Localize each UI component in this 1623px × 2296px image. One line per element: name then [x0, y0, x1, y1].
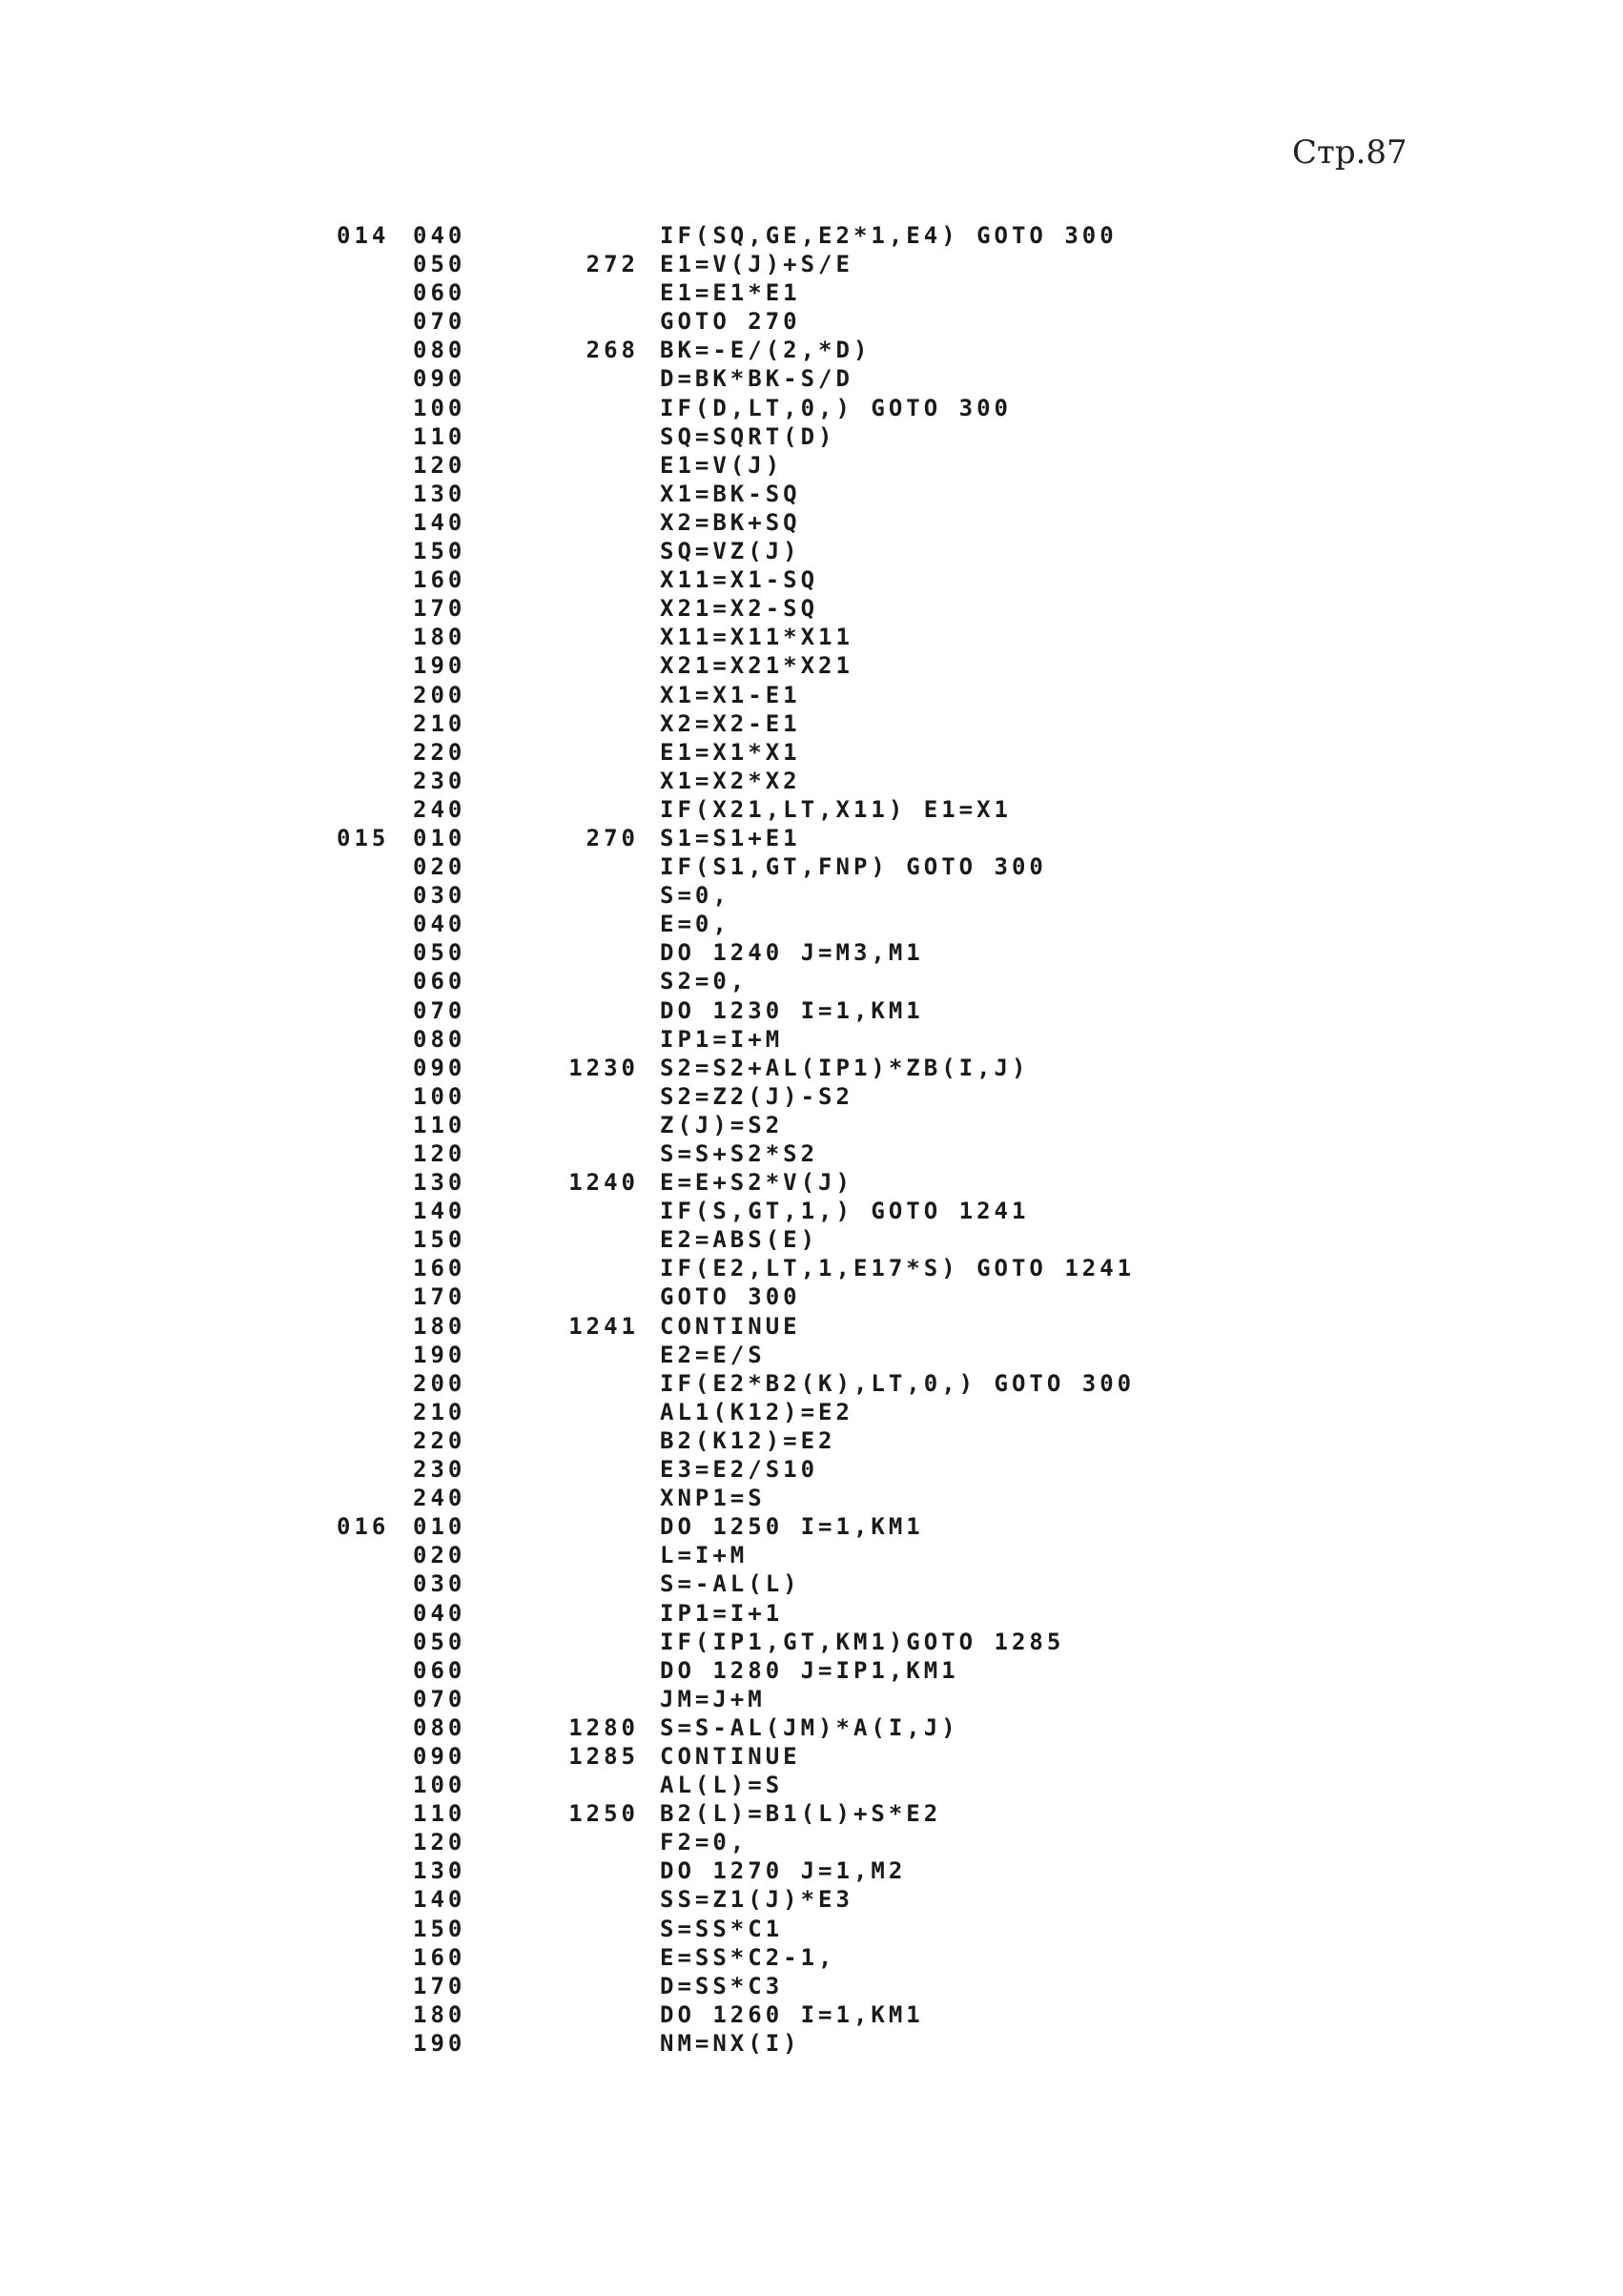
- code-line: [0, 1455, 1623, 1484]
- code-line: [0, 565, 1623, 594]
- statement-text: X1=BK-SQ: [660, 480, 801, 507]
- statement-text: S=S-AL(JM)*A(I,J): [660, 1713, 959, 1741]
- sequence-number: 110: [413, 422, 466, 450]
- statement-text: L=I+M: [660, 1542, 749, 1569]
- sequence-number: 170: [413, 1283, 466, 1311]
- statement-text: DO 1270 J=1,M2: [660, 1857, 907, 1885]
- code-line: [0, 1713, 1623, 1742]
- statement-text: S2=S2+AL(IP1)*ZB(I,J): [660, 1054, 1030, 1081]
- code-line: [0, 2000, 1623, 2029]
- statement-text: IF(SQ,GE,E2*1,E4) GOTO 300: [660, 222, 1118, 249]
- sequence-number: 200: [413, 1369, 466, 1397]
- statement-text: JM=J+M: [660, 1685, 766, 1712]
- code-line: [0, 795, 1623, 824]
- sequence-number: 090: [413, 365, 466, 393]
- code-line: [0, 1628, 1623, 1656]
- statement-text: IF(IP1,GT,KM1)GOTO 1285: [660, 1628, 1065, 1655]
- sequence-number: 010: [413, 824, 466, 851]
- sequence-number: 100: [413, 1772, 466, 1799]
- statement-label: 268: [586, 337, 639, 364]
- statement-text: E=SS*C2-1,: [660, 1943, 836, 1971]
- statement-text: BK=-E/(2,*D): [660, 337, 872, 364]
- sequence-number: 030: [413, 882, 466, 910]
- sequence-number: 060: [413, 279, 466, 307]
- code-line: [0, 364, 1623, 393]
- code-line: [0, 1341, 1623, 1369]
- sequence-number: 180: [413, 2000, 466, 2028]
- code-line: [0, 824, 1623, 852]
- sequence-number: 210: [413, 1398, 466, 1425]
- statement-text: X1=X2*X2: [660, 767, 801, 794]
- statement-text: SQ=SQRT(D): [660, 422, 836, 450]
- sequence-number: 220: [413, 738, 466, 766]
- code-line: [0, 623, 1623, 651]
- sequence-number: 150: [413, 1915, 466, 1942]
- statement-text: CONTINUE: [660, 1312, 801, 1340]
- statement-text: IP1=I+M: [660, 1025, 784, 1053]
- code-line: [0, 938, 1623, 967]
- sequence-number: 190: [413, 1341, 466, 1368]
- statement-text: SQ=VZ(J): [660, 538, 801, 565]
- sequence-number: 180: [413, 624, 466, 651]
- statement-label: 1241: [568, 1312, 639, 1340]
- code-line: [0, 1599, 1623, 1628]
- statement-text: E1=V(J): [660, 451, 784, 479]
- statement-text: S2=Z2(J)-S2: [660, 1082, 853, 1110]
- sequence-number: 100: [413, 1082, 466, 1110]
- sequence-number: 230: [413, 767, 466, 794]
- statement-text: E1=E1*E1: [660, 279, 801, 307]
- statement-text: GOTO 300: [660, 1283, 801, 1311]
- statement-text: X11=X11*X11: [660, 624, 853, 651]
- sequence-number: 160: [413, 1255, 466, 1282]
- block-number: 014: [337, 222, 390, 249]
- sequence-number: 140: [413, 508, 466, 536]
- sequence-number: 130: [413, 1169, 466, 1197]
- code-line: [0, 278, 1623, 307]
- code-line: [0, 307, 1623, 336]
- code-line: [0, 1054, 1623, 1082]
- code-line: [0, 508, 1623, 537]
- statement-text: GOTO 270: [660, 308, 801, 336]
- code-line: [0, 1972, 1623, 2000]
- statement-text: F2=0,: [660, 1829, 749, 1856]
- statement-text: DO 1260 I=1,KM1: [660, 2000, 924, 2028]
- sequence-number: 230: [413, 1456, 466, 1484]
- statement-label: 1285: [568, 1742, 639, 1770]
- page-number: Стр.87: [1292, 133, 1407, 172]
- sequence-number: 040: [413, 222, 466, 249]
- code-line: [0, 2029, 1623, 2058]
- code-line: [0, 1484, 1623, 1512]
- sequence-number: 120: [413, 1829, 466, 1856]
- statement-text: D=SS*C3: [660, 1972, 784, 1999]
- code-line: [0, 996, 1623, 1025]
- code-line: [0, 1369, 1623, 1398]
- statement-text: B2(K12)=E2: [660, 1426, 836, 1454]
- sequence-number: 210: [413, 709, 466, 737]
- statement-text: S=-AL(L): [660, 1570, 801, 1598]
- sequence-number: 040: [413, 911, 466, 938]
- statement-text: IF(S1,GT,FNP) GOTO 300: [660, 853, 1047, 881]
- sequence-number: 120: [413, 1140, 466, 1167]
- sequence-number: 200: [413, 681, 466, 708]
- statement-text: S2=0,: [660, 968, 749, 995]
- sequence-number: 090: [413, 1742, 466, 1770]
- statement-text: S=S+S2*S2: [660, 1140, 819, 1167]
- sequence-number: 050: [413, 1628, 466, 1655]
- code-line: [0, 1569, 1623, 1598]
- statement-text: DO 1280 J=IP1,KM1: [660, 1656, 959, 1684]
- statement-text: S=0,: [660, 882, 730, 910]
- code-line: [0, 1512, 1623, 1541]
- statement-text: AL1(K12)=E2: [660, 1398, 853, 1425]
- sequence-number: 150: [413, 1226, 466, 1254]
- statement-text: D=BK*BK-S/D: [660, 365, 853, 393]
- sequence-number: 140: [413, 1886, 466, 1914]
- code-line: [0, 681, 1623, 709]
- sequence-number: 090: [413, 1054, 466, 1081]
- statement-label: 272: [586, 251, 639, 278]
- code-line: [0, 967, 1623, 995]
- block-number: 016: [337, 1513, 390, 1541]
- code-line: [0, 738, 1623, 767]
- sequence-number: 080: [413, 337, 466, 364]
- sequence-number: 080: [413, 1025, 466, 1053]
- code-line: [0, 1885, 1623, 1914]
- sequence-number: 080: [413, 1713, 466, 1741]
- code-line: [0, 1082, 1623, 1111]
- sequence-number: 240: [413, 1485, 466, 1512]
- statement-text: E3=E2/S10: [660, 1456, 819, 1484]
- sequence-number: 040: [413, 1599, 466, 1627]
- sequence-number: 140: [413, 1198, 466, 1225]
- sequence-number: 020: [413, 853, 466, 881]
- sequence-number: 130: [413, 1857, 466, 1885]
- code-line: [0, 767, 1623, 795]
- code-line: [0, 394, 1623, 422]
- code-line: [0, 537, 1623, 565]
- sequence-number: 150: [413, 538, 466, 565]
- code-line: [0, 594, 1623, 623]
- code-line: [0, 1197, 1623, 1225]
- statement-text: CONTINUE: [660, 1742, 801, 1770]
- sequence-number: 020: [413, 1542, 466, 1569]
- statement-text: DO 1230 I=1,KM1: [660, 996, 924, 1024]
- statement-text: E=E+S2*V(J): [660, 1169, 853, 1197]
- statement-text: E1=X1*X1: [660, 738, 801, 766]
- sequence-number: 060: [413, 968, 466, 995]
- statement-text: IF(E2*B2(K),LT,0,) GOTO 300: [660, 1369, 1136, 1397]
- code-line: [0, 1828, 1623, 1856]
- sequence-number: 060: [413, 1656, 466, 1684]
- sequence-number: 050: [413, 939, 466, 967]
- statement-label: 1240: [568, 1169, 639, 1197]
- sequence-number: 110: [413, 1111, 466, 1138]
- sequence-number: 180: [413, 1312, 466, 1340]
- code-line: [0, 480, 1623, 508]
- statement-text: E=0,: [660, 911, 730, 938]
- statement-text: X21=X21*X21: [660, 652, 853, 680]
- statement-text: DO 1250 I=1,KM1: [660, 1513, 924, 1541]
- sequence-number: 070: [413, 996, 466, 1024]
- code-line: [0, 336, 1623, 364]
- statement-text: X2=X2-E1: [660, 709, 801, 737]
- code-line: [0, 1799, 1623, 1828]
- sequence-number: 190: [413, 652, 466, 680]
- code-line: [0, 1168, 1623, 1197]
- code-line: [0, 250, 1623, 278]
- statement-text: AL(L)=S: [660, 1772, 784, 1799]
- statement-text: IF(X21,LT,X11) E1=X1: [660, 795, 1012, 823]
- block-number: 015: [337, 824, 390, 851]
- code-line: [0, 1541, 1623, 1569]
- statement-text: S1=S1+E1: [660, 824, 801, 851]
- code-line: [0, 709, 1623, 738]
- sequence-number: 010: [413, 1513, 466, 1541]
- statement-text: NM=NX(I): [660, 2029, 801, 2057]
- statement-text: IF(D,LT,0,) GOTO 300: [660, 394, 1012, 421]
- code-line: [0, 1225, 1623, 1254]
- sequence-number: 190: [413, 2029, 466, 2057]
- statement-label: 1250: [568, 1800, 639, 1828]
- statement-text: E2=E/S: [660, 1341, 766, 1368]
- code-line: [0, 422, 1623, 451]
- code-line: [0, 1915, 1623, 1943]
- code-line: [0, 1139, 1623, 1168]
- code-line: [0, 910, 1623, 938]
- sequence-number: 160: [413, 566, 466, 594]
- code-line: [0, 1856, 1623, 1885]
- code-line: [0, 1685, 1623, 1713]
- statement-label: 270: [586, 824, 639, 851]
- sequence-number: 240: [413, 795, 466, 823]
- statement-text: DO 1240 J=M3,M1: [660, 939, 924, 967]
- statement-text: IF(E2,LT,1,E17*S) GOTO 1241: [660, 1255, 1136, 1282]
- code-line: [0, 651, 1623, 680]
- code-line: [0, 852, 1623, 881]
- code-line: [0, 1312, 1623, 1341]
- code-line: [0, 1426, 1623, 1455]
- statement-text: S=SS*C1: [660, 1915, 784, 1942]
- statement-text: X11=X1-SQ: [660, 566, 819, 594]
- code-line: [0, 221, 1623, 250]
- code-line: [0, 1943, 1623, 1972]
- code-line: [0, 1282, 1623, 1311]
- code-line: [0, 1111, 1623, 1139]
- code-listing: [0, 221, 1623, 2058]
- sequence-number: 030: [413, 1570, 466, 1598]
- code-line: [0, 451, 1623, 480]
- code-line: [0, 881, 1623, 910]
- code-line: [0, 1254, 1623, 1282]
- statement-text: Z(J)=S2: [660, 1111, 784, 1138]
- statement-text: X21=X2-SQ: [660, 595, 819, 623]
- code-line: [0, 1025, 1623, 1054]
- sequence-number: 070: [413, 308, 466, 336]
- statement-text: X1=X1-E1: [660, 681, 801, 708]
- sequence-number: 220: [413, 1426, 466, 1454]
- statement-label: 1230: [568, 1054, 639, 1081]
- statement-text: E1=V(J)+S/E: [660, 251, 853, 278]
- statement-text: IF(S,GT,1,) GOTO 1241: [660, 1198, 1030, 1225]
- sequence-number: 170: [413, 595, 466, 623]
- sequence-number: 110: [413, 1800, 466, 1828]
- sequence-number: 120: [413, 451, 466, 479]
- sequence-number: 170: [413, 1972, 466, 1999]
- statement-text: SS=Z1(J)*E3: [660, 1886, 853, 1914]
- statement-text: IP1=I+1: [660, 1599, 784, 1627]
- statement-text: E2=ABS(E): [660, 1226, 819, 1254]
- sequence-number: 050: [413, 251, 466, 278]
- code-line: [0, 1771, 1623, 1799]
- code-line: [0, 1398, 1623, 1426]
- sequence-number: 100: [413, 394, 466, 421]
- sequence-number: 070: [413, 1685, 466, 1712]
- sequence-number: 130: [413, 480, 466, 507]
- statement-text: X2=BK+SQ: [660, 508, 801, 536]
- statement-text: B2(L)=B1(L)+S*E2: [660, 1800, 942, 1828]
- code-line: [0, 1656, 1623, 1685]
- sequence-number: 160: [413, 1943, 466, 1971]
- statement-label: 1280: [568, 1713, 639, 1741]
- code-line: [0, 1742, 1623, 1771]
- statement-text: XNP1=S: [660, 1485, 766, 1512]
